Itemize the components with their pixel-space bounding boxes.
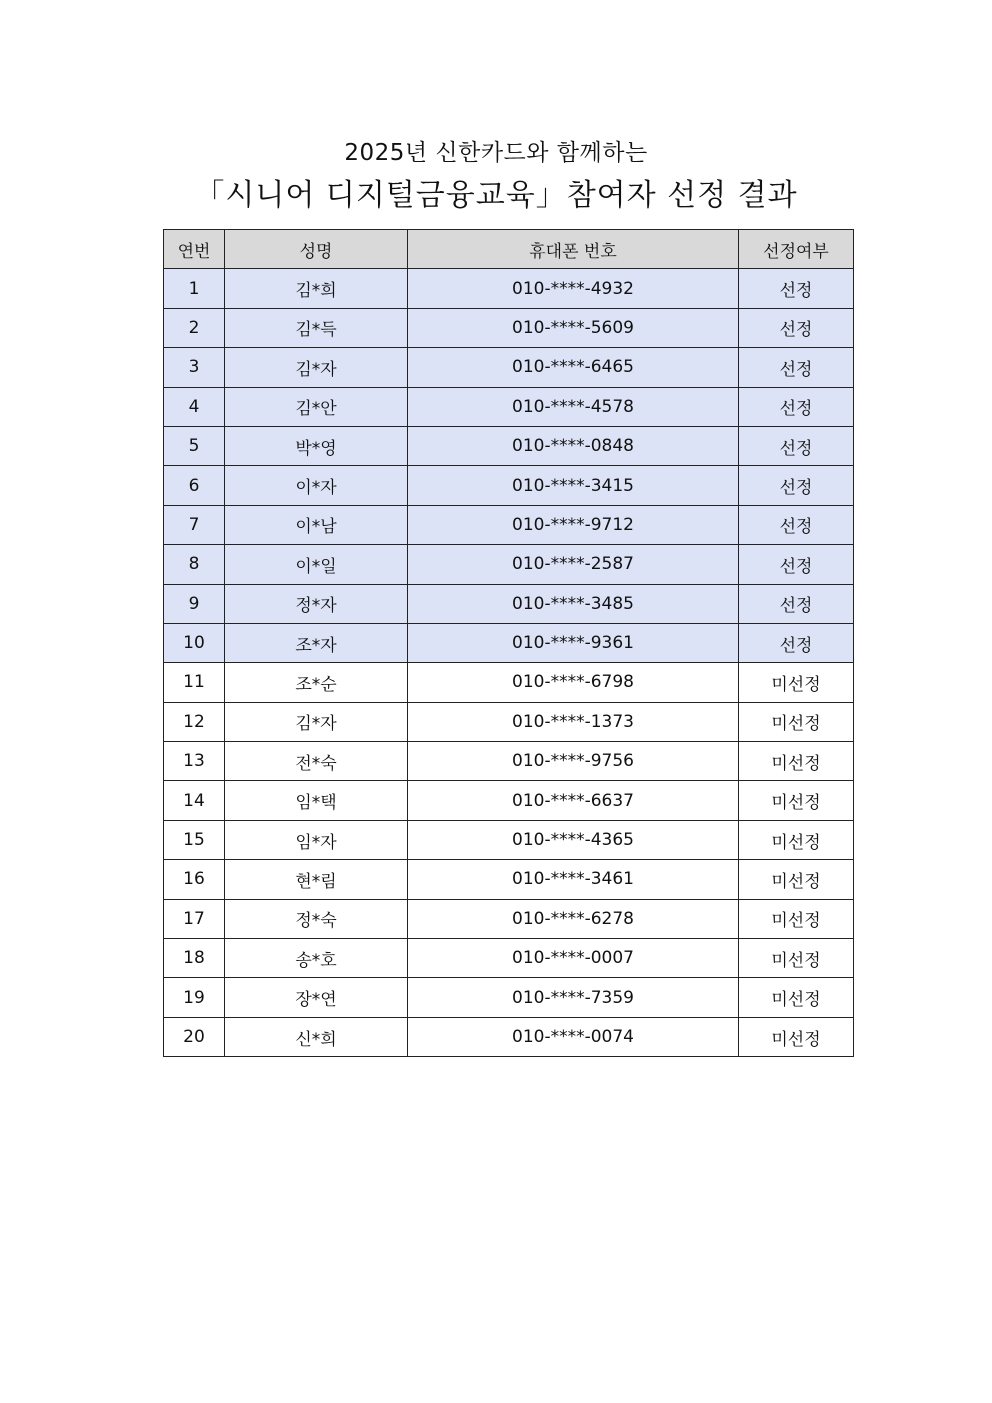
cell-status: 미선정 bbox=[739, 1017, 854, 1056]
cell-status: 미선정 bbox=[739, 742, 854, 781]
cell-no: 17 bbox=[164, 899, 225, 938]
cell-phone: 010-****-3485 bbox=[408, 584, 739, 623]
cell-no: 2 bbox=[164, 308, 225, 347]
cell-phone: 010-****-6798 bbox=[408, 663, 739, 702]
cell-status: 선정 bbox=[739, 545, 854, 584]
table-body bbox=[164, 269, 854, 1057]
cell-name: 이*자 bbox=[225, 466, 408, 505]
header-status: 선정여부 bbox=[739, 230, 854, 269]
cell-phone: 010-****-4578 bbox=[408, 387, 739, 426]
cell-no: 4 bbox=[164, 387, 225, 426]
cell-name: 조*자 bbox=[225, 623, 408, 662]
table-row bbox=[164, 269, 854, 308]
cell-phone: 010-****-9756 bbox=[408, 742, 739, 781]
cell-name: 이*남 bbox=[225, 505, 408, 544]
cell-status: 선정 bbox=[739, 387, 854, 426]
cell-name: 정*숙 bbox=[225, 899, 408, 938]
header-name: 성명 bbox=[225, 230, 408, 269]
cell-status: 미선정 bbox=[739, 978, 854, 1017]
cell-name: 임*자 bbox=[225, 820, 408, 859]
cell-name: 전*숙 bbox=[225, 742, 408, 781]
cell-no: 3 bbox=[164, 348, 225, 387]
cell-phone: 010-****-6278 bbox=[408, 899, 739, 938]
participant-table bbox=[163, 229, 854, 1057]
cell-name: 김*자 bbox=[225, 348, 408, 387]
table-row bbox=[164, 426, 854, 465]
cell-phone: 010-****-6637 bbox=[408, 781, 739, 820]
cell-no: 5 bbox=[164, 426, 225, 465]
cell-name: 신*희 bbox=[225, 1017, 408, 1056]
cell-name: 김*득 bbox=[225, 308, 408, 347]
cell-status: 미선정 bbox=[739, 663, 854, 702]
cell-phone: 010-****-9361 bbox=[408, 623, 739, 662]
table-row bbox=[164, 939, 854, 978]
cell-status: 선정 bbox=[739, 348, 854, 387]
cell-no: 20 bbox=[164, 1017, 225, 1056]
table-row bbox=[164, 820, 854, 859]
cell-no: 12 bbox=[164, 702, 225, 741]
cell-name: 김*자 bbox=[225, 702, 408, 741]
cell-name: 박*영 bbox=[225, 426, 408, 465]
cell-phone: 010-****-4932 bbox=[408, 269, 739, 308]
table-row bbox=[164, 781, 854, 820]
cell-phone: 010-****-7359 bbox=[408, 978, 739, 1017]
cell-no: 18 bbox=[164, 939, 225, 978]
cell-no: 15 bbox=[164, 820, 225, 859]
cell-phone: 010-****-2587 bbox=[408, 545, 739, 584]
cell-name: 이*일 bbox=[225, 545, 408, 584]
table-row bbox=[164, 348, 854, 387]
cell-no: 16 bbox=[164, 860, 225, 899]
cell-phone: 010-****-3415 bbox=[408, 466, 739, 505]
cell-name: 장*연 bbox=[225, 978, 408, 1017]
cell-phone: 010-****-6465 bbox=[408, 348, 739, 387]
table-row bbox=[164, 978, 854, 1017]
table-row bbox=[164, 545, 854, 584]
cell-status: 미선정 bbox=[739, 939, 854, 978]
document-title bbox=[0, 136, 992, 216]
cell-no: 11 bbox=[164, 663, 225, 702]
cell-status: 선정 bbox=[739, 466, 854, 505]
table-row bbox=[164, 663, 854, 702]
cell-phone: 010-****-0007 bbox=[408, 939, 739, 978]
cell-no: 14 bbox=[164, 781, 225, 820]
cell-no: 9 bbox=[164, 584, 225, 623]
table-row bbox=[164, 308, 854, 347]
cell-phone: 010-****-0848 bbox=[408, 426, 739, 465]
cell-name: 김*희 bbox=[225, 269, 408, 308]
title-line-1: 2025년 신한카드와 함께하는 bbox=[344, 140, 648, 166]
cell-status: 미선정 bbox=[739, 860, 854, 899]
cell-status: 선정 bbox=[739, 584, 854, 623]
cell-status: 미선정 bbox=[739, 899, 854, 938]
cell-phone: 010-****-0074 bbox=[408, 1017, 739, 1056]
header-no: 연번 bbox=[164, 230, 225, 269]
table-row bbox=[164, 860, 854, 899]
cell-name: 정*자 bbox=[225, 584, 408, 623]
cell-status: 선정 bbox=[739, 308, 854, 347]
cell-status: 선정 bbox=[739, 269, 854, 308]
cell-phone: 010-****-9712 bbox=[408, 505, 739, 544]
table-row bbox=[164, 584, 854, 623]
table-row bbox=[164, 505, 854, 544]
cell-phone: 010-****-5609 bbox=[408, 308, 739, 347]
cell-status: 미선정 bbox=[739, 781, 854, 820]
cell-name: 김*안 bbox=[225, 387, 408, 426]
table-row bbox=[164, 702, 854, 741]
cell-phone: 010-****-4365 bbox=[408, 820, 739, 859]
cell-no: 6 bbox=[164, 466, 225, 505]
cell-name: 임*택 bbox=[225, 781, 408, 820]
table-row bbox=[164, 623, 854, 662]
cell-phone: 010-****-1373 bbox=[408, 702, 739, 741]
table-header-row bbox=[164, 230, 854, 269]
cell-status: 미선정 bbox=[739, 820, 854, 859]
cell-no: 8 bbox=[164, 545, 225, 584]
cell-no: 1 bbox=[164, 269, 225, 308]
cell-no: 10 bbox=[164, 623, 225, 662]
cell-phone: 010-****-3461 bbox=[408, 860, 739, 899]
cell-name: 현*림 bbox=[225, 860, 408, 899]
cell-status: 선정 bbox=[739, 623, 854, 662]
cell-status: 미선정 bbox=[739, 702, 854, 741]
cell-name: 조*순 bbox=[225, 663, 408, 702]
table-row bbox=[164, 466, 854, 505]
cell-status: 선정 bbox=[739, 426, 854, 465]
header-phone: 휴대폰 번호 bbox=[408, 230, 739, 269]
cell-no: 13 bbox=[164, 742, 225, 781]
cell-status: 선정 bbox=[739, 505, 854, 544]
table-row bbox=[164, 1017, 854, 1056]
table-row bbox=[164, 899, 854, 938]
table-row bbox=[164, 742, 854, 781]
cell-no: 7 bbox=[164, 505, 225, 544]
cell-name: 송*호 bbox=[225, 939, 408, 978]
title-line-2: 「시니어 디지털금융교육」참여자 선정 결과 bbox=[194, 178, 798, 213]
table-row bbox=[164, 387, 854, 426]
cell-no: 19 bbox=[164, 978, 225, 1017]
